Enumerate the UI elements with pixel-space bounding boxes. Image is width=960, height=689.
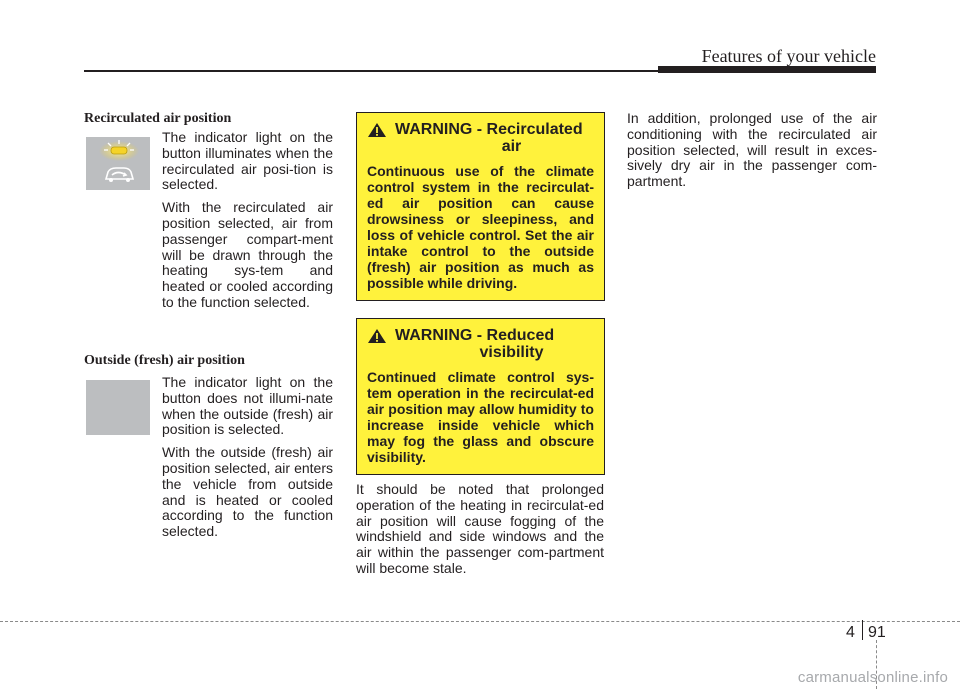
warning-triangle-icon [367,328,387,344]
section-heading-recirculated: Recirculated air position [84,111,232,126]
right-paragraph: In addition, prolonged use of the air conditioning with the recirculated air position selected, will result in exces-sively dry air in the passenger com-partment. [627,110,877,190]
header-rule-accent [658,66,876,73]
section2-body [162,375,333,547]
chapter-number: 4 [846,624,855,641]
section-heading-outside-air: Outside (fresh) air position [84,353,245,368]
warning-title: WARNING - Reduced [395,327,555,344]
warning-header [367,121,594,155]
warning-title-line2: visibility [479,344,544,361]
page-number-separator [862,620,863,640]
footer-rule [0,621,960,622]
page-header-title: Features of your vehicle [701,46,876,66]
warning-box-visibility [356,318,605,475]
warning-body: Continuous use of the climate control system in the recirculat-ed air position can cause drowsiness or sleepiness, and loss of vehicle control. Set the air intake control to the outside (fresh) air position as much as possible while driving. [367,163,594,291]
recirculation-icon [86,137,150,190]
paragraph: The indicator light on the button does not illumi-nate when the outside (fresh) air position is selected. [162,374,333,438]
middle-paragraph: It should be noted that prolonged operation of the heating in recirculat-ed air position will cause fogging of the windshield and side windows and the air within the passenger com-partment will become stale. [356,481,604,576]
outside-air-button-image [86,380,150,435]
warning-title: WARNING - Recirculated [395,121,583,138]
warning-header [367,327,594,361]
warning-body: Continued climate control sys-tem operation in the recirculat-ed air position may allow humidity to increase inside vehicle which may fog the glass and obscure visibility. [367,369,594,465]
warning-title-line2: air [501,138,522,155]
paragraph: The indicator light on the button illuminates when the recirculated air posi-tion is selected. [162,129,333,193]
paragraph: With the outside (fresh) air position selected, air enters the vehicle from outside and is heated or cooled according to the function selected. [162,444,333,540]
warning-triangle-icon [367,122,387,138]
section1-body [162,130,333,318]
recirculated-button-image [86,137,150,190]
page-number: 91 [868,624,886,641]
watermark-text: carmanualsonline.info [797,669,948,686]
warning-box-recirculated [356,112,605,301]
paragraph: With the recirculated air position selected, air from passenger compart-ment will be drawn through the heating sys-tem and heated or cooled according to the function selected. [162,199,333,310]
